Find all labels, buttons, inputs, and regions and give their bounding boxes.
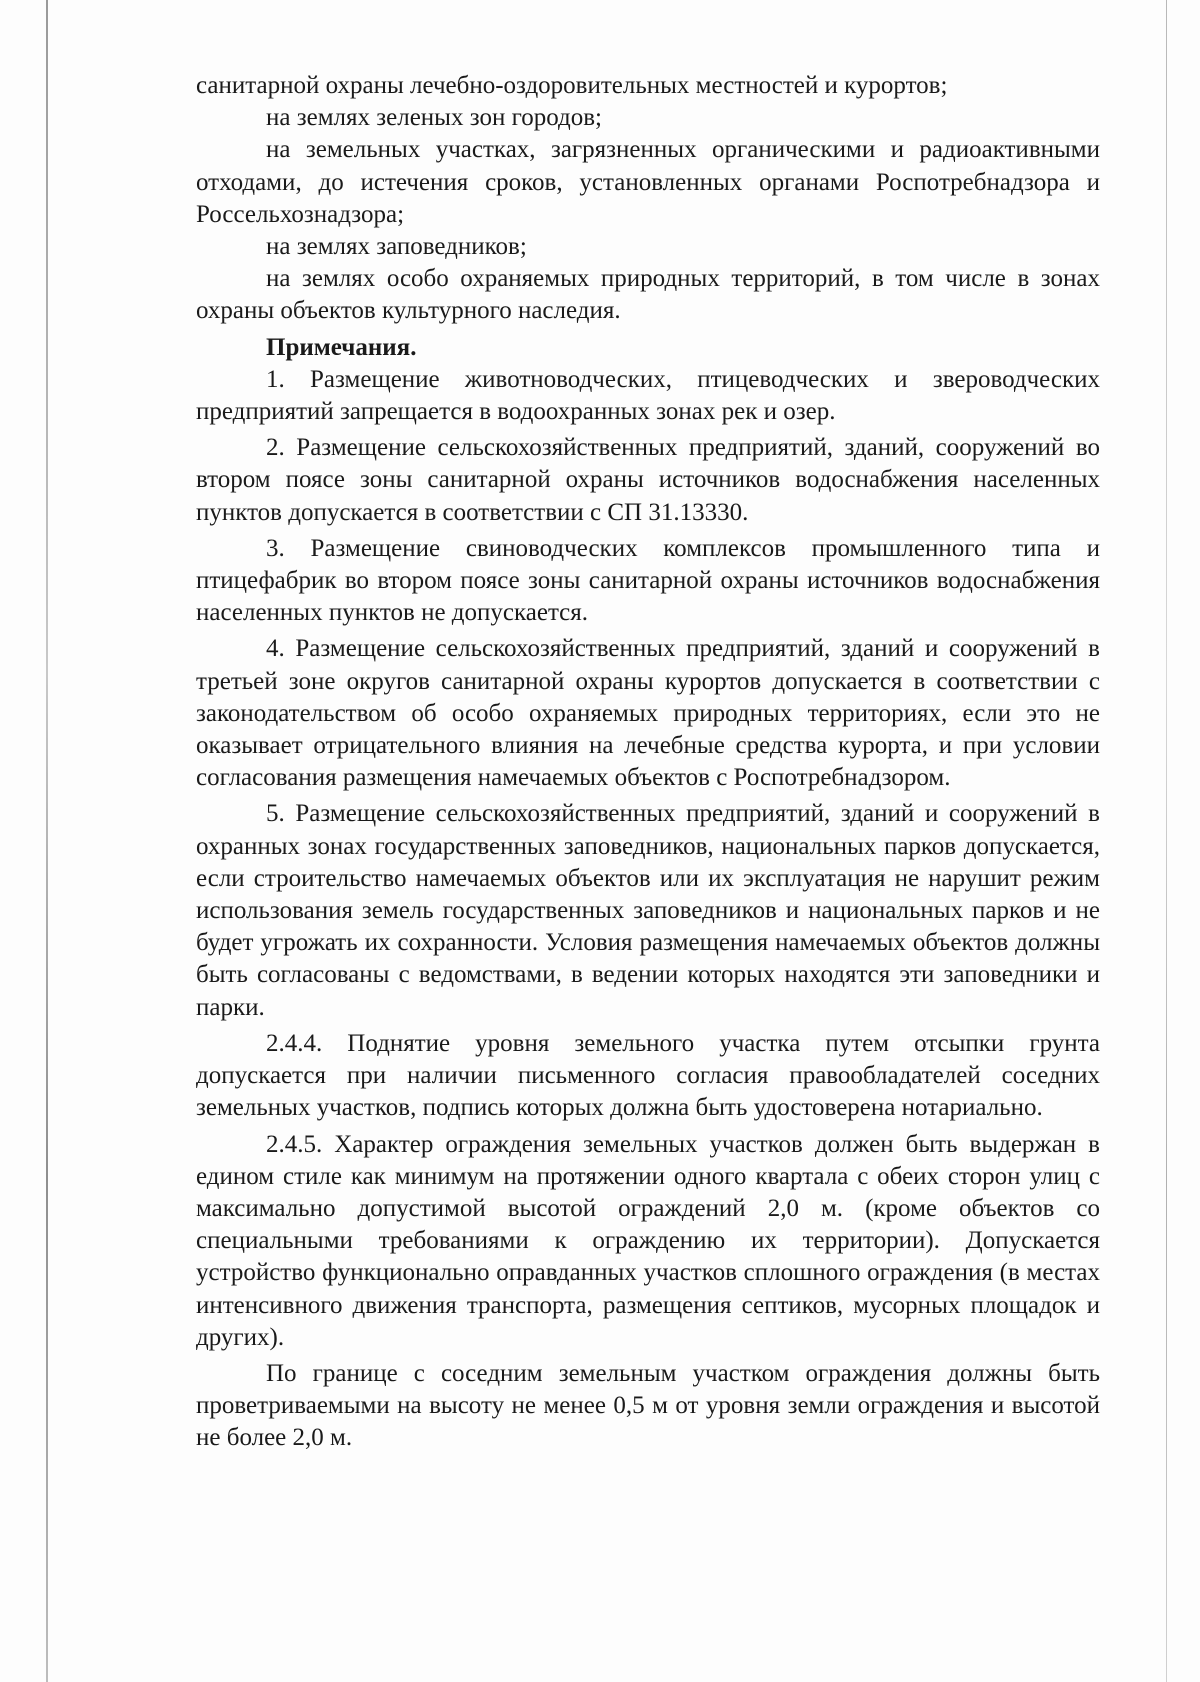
paragraph-sanitary-zones: санитарной охраны лечебно-оздоровительных местностей и курортов; (196, 72, 948, 99)
note-2: 2. Размещение сельскохозяйственных предприятий, зданий, сооружений во втором поясе зоны санитарной охраны источников водоснабжения населенных пунктов допускается в соответствии с СП 31.13330. (196, 434, 1100, 526)
clause-2-4-4: 2.4.4. Поднятие уровня земельного участка путем отсыпки грунта допускается при наличии письменного согласия правообладателей соседних земельных участков, подпись которых должна быть удостоверена нотариально. (196, 1029, 1100, 1122)
paragraph-green-zones: на землях зеленых зон городов; (266, 104, 602, 132)
note-1: 1. Размещение животноводческих, птицеводческих и звероводческих предприятий запрещается в водоохранных зонах рек и озер. (196, 365, 1100, 426)
scan-edge-right (1166, 0, 1167, 1682)
note-5: 5. Размещение сельскохозяйственных предприятий, зданий и сооружений в охранных зонах государственных заповедников, национальных парков допускается, если строительство намечаемых объектов или их эксплуатация не нарушит режим использования земель государственных заповедников и национальных парков и не будет угрожать их сохранности. Условия размещения намечаемых объектов должны быть согласованы с ведомствами, в ведении которых находятся эти заповедники и парки. (196, 800, 1100, 1021)
paragraph-protected-territories: на землях особо охраняемых природных территорий, в том числе в зонах охраны объектов культурного наследия. (196, 265, 1100, 325)
paragraph-contaminated-lands: на земельных участках, загрязненных органическими и радиоактивными отходами, до истечения сроков, установленных органами Роспотребнадзора и Россельхознадзора; (196, 136, 1100, 228)
note-4: 4. Размещение сельскохозяйственных предприятий, зданий и сооружений в третьей зоне округов санитарной охраны курортов допускается в соответствии с законодательством об особо охраняемых природных территориях, если это не оказывает отрицательного влияния на лечебные средства курорта, и при условии согласования размещения намечаемых объектов с Роспотребнадзором. (196, 635, 1100, 792)
notes-heading: Примечания. (266, 333, 417, 361)
note-3: 3. Размещение свиноводческих комплексов промышленного типа и птицефабрик во втором поясе зоны санитарной охраны источников водоснабжения населенных пунктов не допускается. (196, 534, 1100, 627)
clause-2-4-5: 2.4.5. Характер ограждения земельных участков должен быть выдержан в едином стиле как минимум на протяжении одного квартала с обеих сторон улиц с максимально допустимой высотой ограждений 2,0 м. (кроме объектов со специальными требованиями к ограждению их территории). Допускается устройство функционально оправданных участков сплошного ограждения (в местах интенсивного движения транспорта, размещения септиков, мусорных площадок и других). (196, 1130, 1100, 1351)
document-body (196, 70, 1100, 1455)
scan-edge-left (46, 0, 48, 1682)
paragraph-reserves: на землях заповедников; (266, 233, 527, 261)
paragraph-boundary-fencing: По границе с соседним земельным участком ограждения должны быть проветриваемыми на высоту не менее 0,5 м от уровня земли ограждения и высотой не более 2,0 м. (196, 1359, 1100, 1452)
